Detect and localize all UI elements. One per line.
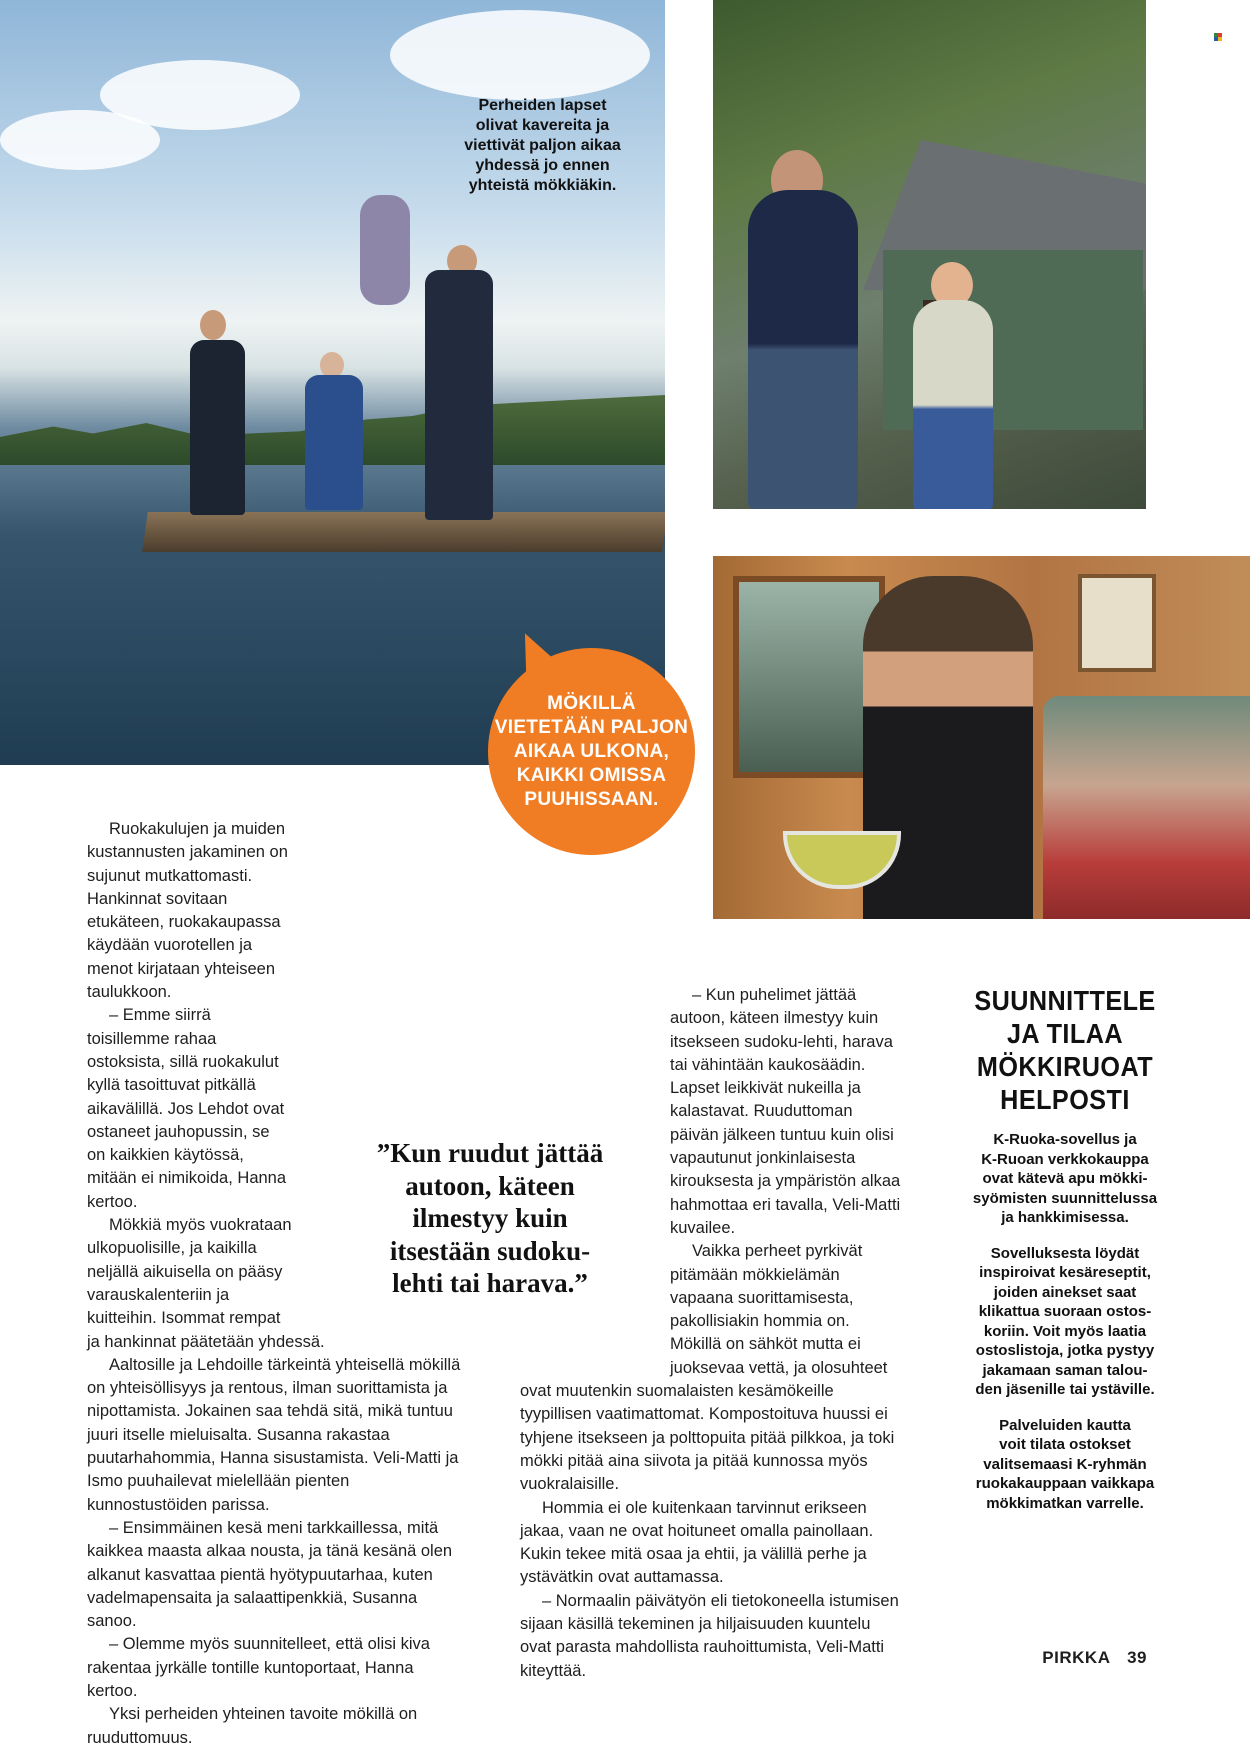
speech-bubble-callout bbox=[488, 648, 695, 855]
paragraph: Ruokakulujen ja muiden kustannusten jakaminen on sujunut mutkattomasti. Hankinnat sovitaan etukäteen, ruokakaupassa käydään vuorotellen ja menot kirjataan yhteiseen taulukkoon. bbox=[87, 820, 288, 1002]
sidebar-paragraph: Sovelluksesta löydät inspiroivat kesäreseptit, joiden ainekset saat klikattua suoraan ostos- koriin. Voit myös laatia ostoslistoja, jotka pystyy jakamaan saman talou- den jäsenille tai ystäville. bbox=[975, 1244, 1155, 1398]
brand-mark-icon bbox=[1214, 33, 1222, 41]
paragraph: – Normaalin päivätyön eli tietokoneella istumisen sijaan käsillä tekeminen ja hiljaisuuden kuuntelu ovat parasta mahdollista rauhoittumista, Veli-Matti kiteyttää. bbox=[520, 1591, 899, 1680]
paragraph: Mökkiä myös vuokrataan ulkopuolisille, ja kaikilla neljällä aikuisella on pääsy varauskalenteriin ja kuitteihin. Isommat rempat ja hankinnat päätetään yhdessä. bbox=[87, 1216, 325, 1351]
article-column-middle bbox=[520, 984, 905, 1683]
paragraph: – Kun puhelimet jättää autoon, käteen ilmestyy kuin itsekseen sudoku-lehti, harava tai vähintään kaukosäädin. Lapset leikkivät nukeilla ja kalastavat. Ruuduttoman päivän jälkeen tuntuu kuin olisi vapautunut jonkinlaisesta kirouksesta ja ympäristön alkaa hahmottaa eri tavalla, Veli-Matti kuvailee. bbox=[670, 986, 901, 1237]
magazine-name: PIRKKA bbox=[1042, 1648, 1110, 1667]
sidebar-box bbox=[945, 984, 1185, 1513]
page-footer bbox=[1042, 1648, 1147, 1668]
paragraph: – Ensimmäinen kesä meni tarkkaillessa, mitä kaikkea maasta alkaa nousta, ja tänä kesänä olen alkanut kasvattaa pientä hyötypuutarhaa, kuten vadelmapensaita ja salaattipenkkiä, Susanna sanoo. bbox=[87, 1518, 453, 1631]
photo-caption: Perheiden lapset olivat kavereita ja viettivät paljon aikaa yhdessä jo ennen yhteistä mökkiäkin. bbox=[464, 97, 621, 194]
pull-quote: ”Kun ruudut jättää autoon, käteen ilmestyy kuin itsestään sudoku- lehti tai harava.” bbox=[376, 1138, 604, 1298]
cottage-photo bbox=[713, 0, 1146, 509]
callout-text: MÖKILLÄ VIETETÄÄN PALJON AIKAA ULKONA, KAIKKI OMISSA PUUHISSAAN. bbox=[494, 692, 689, 810]
paragraph: Aaltosille ja Lehdoille tärkeintä yhteisellä mökillä on yhteisöllisyys ja rentous, ilman suorittamista ja nipottamista. Jokainen saa tehdä sitä, mikä tuntuu juuri itselle mieluisalta. Susanna rakastaa puutarhahommia, Hanna sisustamista. Veli-Matti ja Ismo puuhailevat mielellään pienten kunnostustöiden parissa. bbox=[87, 1355, 461, 1514]
paragraph: – Olemme myös suunnitelleet, että olisi kiva rakentaa jyrkälle tontille kuntoportaat, Hanna kertoo. bbox=[87, 1635, 430, 1700]
sidebar-heading: SUUNNITTELE JA TILAA MÖKKIRUOAT HELPOSTI bbox=[974, 985, 1156, 1115]
cottage-interior-photo bbox=[713, 556, 1250, 919]
paragraph: Hommia ei ole kuitenkaan tarvinnut erikseen jakaa, vaan ne ovat hoituneet omalla painollaan. Kukin tekee mitä osaa ja ehtii, ja välillä perhe ja ystävätkin ovat auttamassa. bbox=[520, 1498, 874, 1587]
page-number: 39 bbox=[1127, 1648, 1147, 1667]
sidebar-paragraph: Palveluiden kautta voit tilata ostokset valitsemaasi K-ryhmän ruokakauppaan vaikkapa mökkimatkan varrelle. bbox=[975, 1416, 1155, 1512]
paragraph: Yksi perheiden yhteinen tavoite mökillä on ruuduttomuus. bbox=[87, 1705, 418, 1747]
paragraph: Vaikka perheet pyrkivät pitämään mökkielämän vapaana suorittamisesta, pakollisiakin hommia on. Mökillä on sähköt mutta ei juoksevaa vettä, ja olosuhteet ovat muutenkin suomalaisten kesämökeille tyypillisen vaatimattomat. Kompostoituva huussi ei tyhjene itsekseen ja polttopuita pitää pilkkoa, ja toki mökki pitää aina siivota ja pitää kunnossa myös vuokralaisille. bbox=[520, 1242, 895, 1494]
paragraph: – Emme siirrä toisillemme rahaa ostoksista, sillä ruokakulut kyllä tasoittuvat pitkällä aikavälillä. Jos Lehdot ovat ostaneet jauhopussin, se on kaikkien käytössä, mitään ei nimikoida, Hanna kertoo. bbox=[87, 1006, 287, 1211]
sidebar-paragraph: K-Ruoka-sovellus ja K-Ruoan verkkokauppa ovat kätevä apu mökki- syömisten suunnittelussa ja hankkimisessa. bbox=[972, 1131, 1158, 1226]
